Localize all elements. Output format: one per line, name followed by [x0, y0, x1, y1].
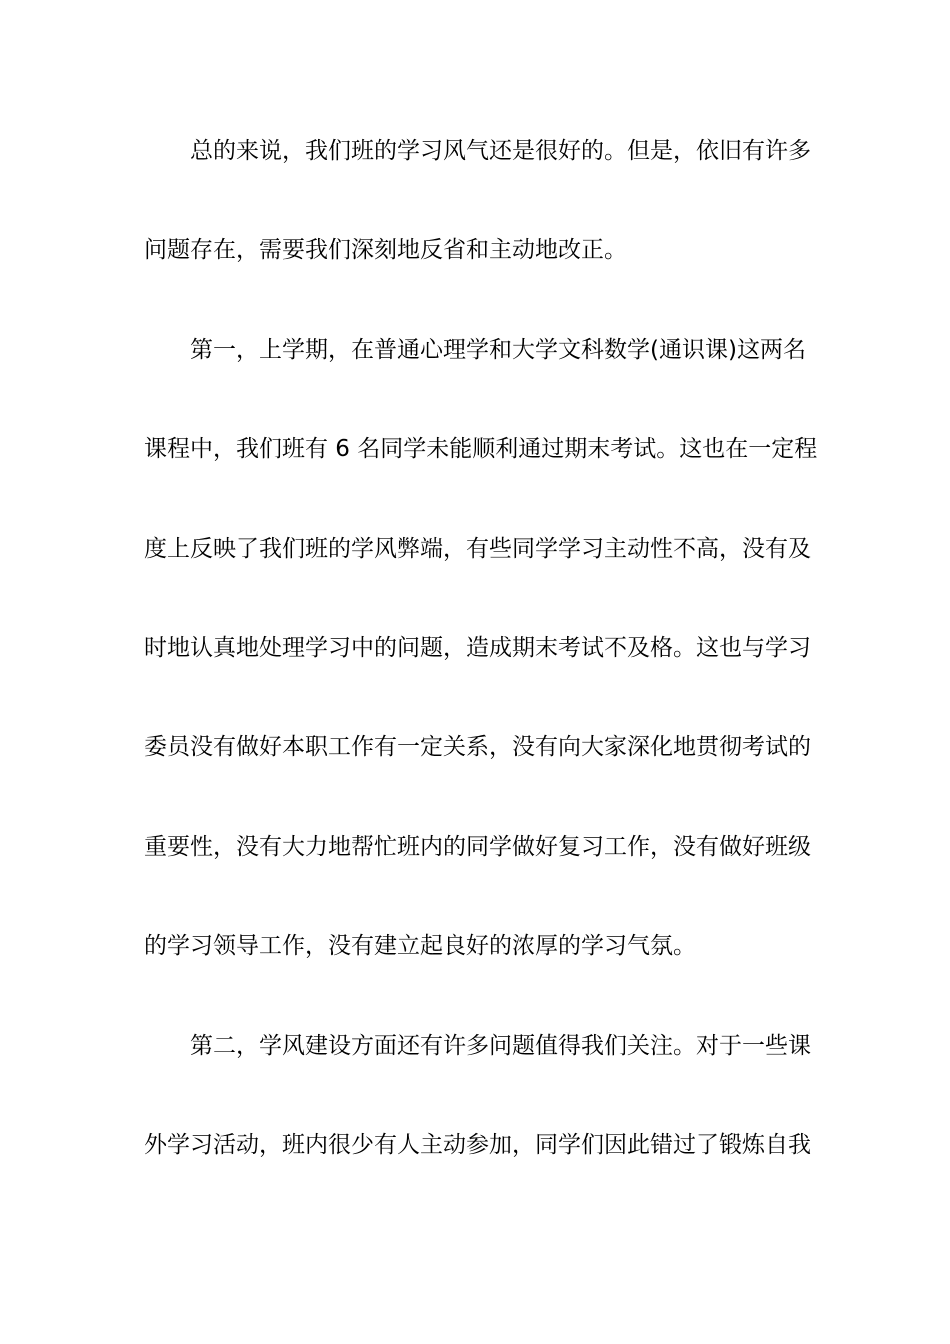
- paragraph-2-line-4: 时地认真地处理学习中的问题，造成期末考试不及格。这也与学习: [144, 635, 811, 661]
- paragraph-3-line-2: 外学习活动，班内很少有人主动参加，同学们因此错过了锻炼自我: [144, 1132, 811, 1158]
- paragraph-1-line-1: 总的来说，我们班的学习风气还是很好的。但是，依旧有许多: [190, 138, 811, 164]
- paragraph-2-line-5: 委员没有做好本职工作有一定关系，没有向大家深化地贯彻考试的: [144, 734, 811, 760]
- paragraph-2-line-7: 的学习领导工作，没有建立起良好的浓厚的学习气氛。: [144, 933, 696, 959]
- paragraph-2-line-2: 课程中，我们班有 6 名同学未能顺利通过期末考试。这也在一定程: [144, 436, 818, 462]
- paragraph-2-line-6: 重要性，没有大力地帮忙班内的同学做好复习工作，没有做好班级: [144, 834, 811, 860]
- paragraph-1-line-2: 问题存在，需要我们深刻地反省和主动地改正。: [144, 237, 627, 263]
- paragraph-2-line-1: 第一，上学期，在普通心理学和大学文科数学(通识课)这两名: [190, 337, 806, 363]
- paragraph-3-line-1: 第二，学风建设方面还有许多问题值得我们关注。对于一些课: [190, 1033, 811, 1059]
- paragraph-2-line-3: 度上反映了我们班的学风弊端，有些同学学习主动性不高，没有及: [144, 536, 811, 562]
